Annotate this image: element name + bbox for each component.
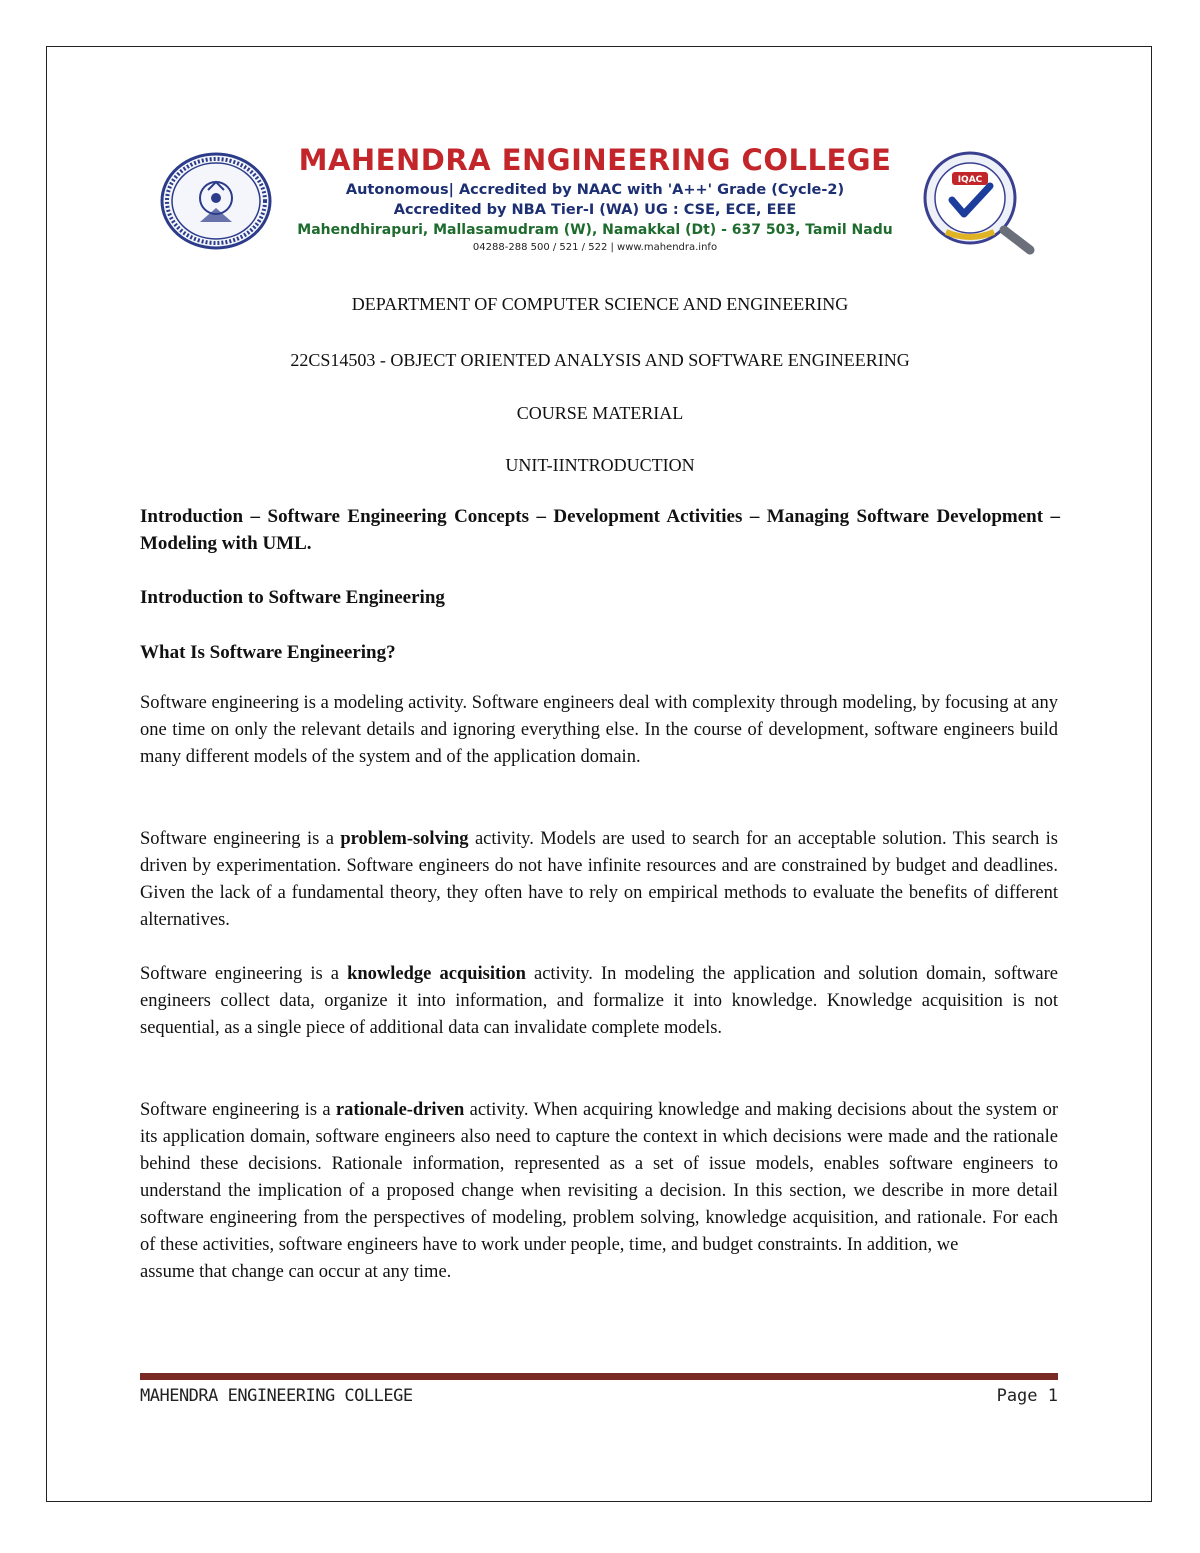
college-address: Mahendhirapuri, Mallasamudram (W), Namakkal (Dt) - 637 503, Tamil Nadu: [297, 222, 893, 238]
section-title: Introduction to Software Engineering: [140, 587, 445, 608]
paragraph-knowledge-acquisition: Software engineering is a knowledge acquisition activity. In modeling the application and solution domain, software engineers collect data, organize it into information, and formalize it into knowledge. Knowledge acquisition is not sequential, as a single piece of additional data can invalidate complete models.: [140, 964, 1058, 1038]
unit-heading: UNIT-IINTRODUCTION: [505, 455, 695, 475]
college-name: MAHENDRA ENGINEERING COLLEGE: [298, 143, 892, 177]
accreditation-nba: Accredited by NBA Tier-I (WA) UG : CSE, ECE, EEE: [393, 202, 797, 218]
paragraph-modeling: Software engineering is a modeling activity. Software engineers deal with complexity through modeling, by focusing at any one time on only the relevant details and ignoring everything else. In the course of development, software engineers build many different models of the system and of the application domain.: [140, 693, 1058, 767]
question-heading: What Is Software Engineering?: [140, 642, 396, 663]
footer-rule: [140, 1373, 1058, 1380]
page-number: Page 1: [996, 1386, 1058, 1406]
accreditation-naac: Autonomous| Accredited by NAAC with 'A++' Grade (Cycle-2): [345, 182, 845, 198]
unit-topics: Introduction – Software Engineering Concepts – Development Activities – Managing Software Development – Modeling with UML.: [140, 506, 1060, 554]
svg-text:IQAC: IQAC: [957, 175, 983, 185]
paragraph-problem-solving: Software engineering is a problem-solving activity. Models are used to search for an acceptable solution. This search is driven by experimentation. Software engineers do not have infinite resources and are constrained by budget and deadlines. Given the lack of a fundamental theory, they often have to rely on empirical methods to evaluate the benefits of different alternatives.: [140, 829, 1058, 930]
footer-college-name: MAHENDRA ENGINEERING COLLEGE: [140, 1386, 413, 1406]
iqac-seal-icon: [918, 150, 1040, 255]
college-contact: 04288-288 500 / 521 / 522 | www.mahendra.info: [472, 242, 718, 253]
letterhead: [160, 140, 1040, 260]
college-emblem-icon: [160, 152, 272, 250]
department-heading: DEPARTMENT OF COMPUTER SCIENCE AND ENGINEERING: [351, 294, 849, 314]
course-material-heading: COURSE MATERIAL: [516, 403, 684, 423]
paragraph-rationale: Software engineering is a rationale-driven activity. When acquiring knowledge and making decisions about the system or its application domain, software engineers also need to capture the context in which decisions were made and the rationale behind these decisions. Rationale information, represented as a set of issue models, enables software engineers to understand the implication of a proposed change when revisiting a decision. In this section, we describe in more detail software engineering from the perspectives of modeling, problem solving, knowledge acquisition, and rationale. For each of these activities, software engineers have to work under people, time, and budget constraints. In addition, we assume that change can occur at any time.: [140, 1100, 1058, 1282]
course-heading: 22CS14503 - OBJECT ORIENTED ANALYSIS AND SOFTWARE ENGINEERING: [290, 350, 910, 370]
